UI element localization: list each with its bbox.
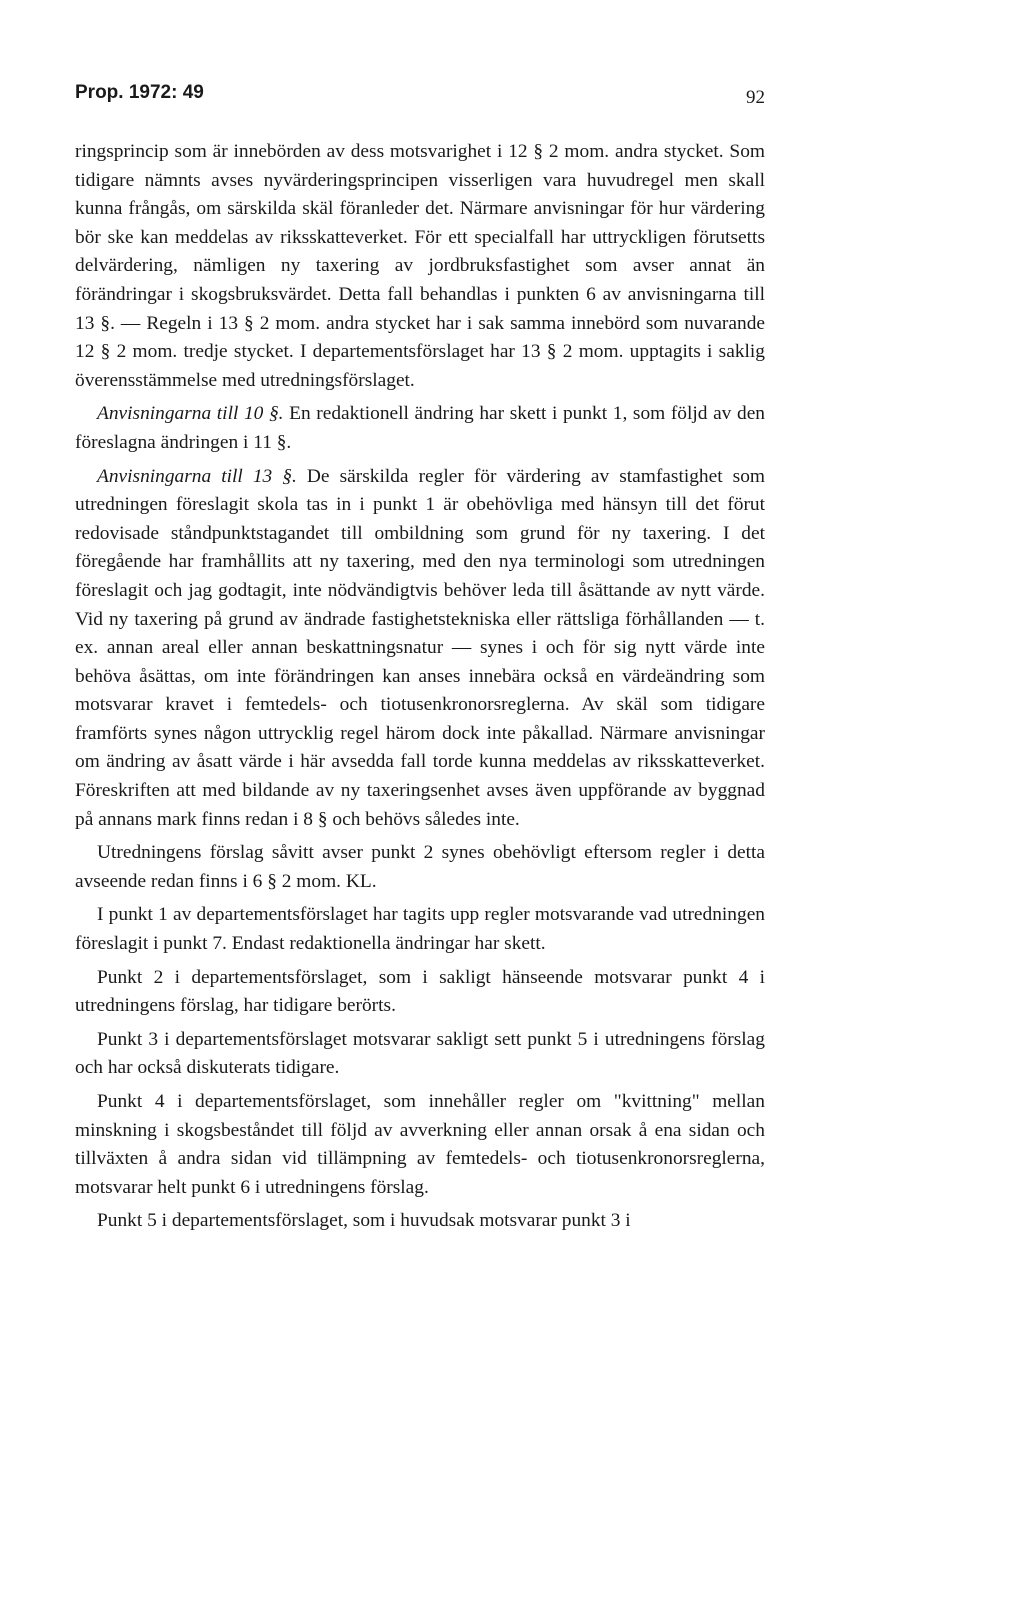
page-header	[75, 82, 765, 112]
section-lead: Anvisningarna till 10 §.	[97, 403, 284, 425]
section-lead: Anvisningarna till 13 §.	[97, 465, 297, 487]
paragraph: Punkt 4 i departementsförslaget, som innehåller regler om "kvittning" mellan minskning i skogsbeståndet till följd av avverkning eller annan orsak å ena sidan och tillväxten å andra sidan vid tillämpning av femtedels- och tiotusenkronorsreglerna, motsvarar helt punkt 6 i utredningens förslag.	[75, 1091, 765, 1198]
running-title: Prop. 1972: 49	[75, 82, 204, 103]
paragraph: I punkt 1 av departementsförslaget har tagits upp regler motsvarande vad utredningen föreslagit i punkt 7. Endast redaktionella ändringar har skett.	[75, 904, 765, 955]
paragraph: Utredningens förslag såvitt avser punkt 2 synes obehövligt eftersom regler i detta avseende redan finns i 6 § 2 mom. KL.	[75, 842, 765, 892]
paragraph: Punkt 5 i departementsförslaget, som i huvudsak motsvarar punkt 3 i	[97, 1210, 631, 1232]
body-text	[75, 138, 765, 1241]
paragraph: Anvisningarna till 10 §. En redaktionell ändring har skett i punkt 1, som följd av den föreslagna ändringen i 11 §.	[75, 403, 765, 453]
paragraph: Punkt 2 i departementsförslaget, som i sakligt hänseende motsvarar punkt 4 i utredningens förslag, har tidigare berörts.	[75, 966, 765, 1017]
paragraph: Punkt 3 i departementsförslaget motsvarar sakligt sett punkt 5 i utredningens förslag och har också diskuterats tidigare.	[75, 1028, 765, 1079]
paragraph: ringsprincip som är innebörden av dess motsvarighet i 12 § 2 mom. andra stycket. Som tidigare nämnts avses nyvärderingsprincipen visserligen vara huvudregel men skall kunna frångås, om särskilda skäl föranleder det. Närmare anvisningar för hur värdering bör ske kan meddelas av riksskatteverket. För ett specialfall har uttryckligen förutsetts delvärdering, nämligen ny taxering av jordbruksfastighet som avser annat än förändringar i skogsbruksvärdet. Detta fall behandlas i punkten 6 av anvisningarna till 13 §. — Regeln i 13 § 2 mom. andra stycket har i sak samma innebörd som nuvarande 12 § 2 mom. tredje stycket. I departementsförslaget har 13 § 2 mom. upptagits i saklig överensstämmelse med utredningsförslaget.	[75, 141, 765, 391]
paragraph: Anvisningarna till 13 §. De särskilda regler för värdering av stamfastighet som utredningen föreslagit skola tas in i punkt 1 är obehövliga med hänsyn till det förut redovisade ståndpunktstagandet till ombildning som grund för ny taxering. I det föregående har framhållits att ny taxering, med den nya terminologi som utredningen föreslagit och jag godtagit, inte nödvändigtvis behöver leda till åsättande av nytt värde. Vid ny taxering på grund av ändrade fastighetstekniska eller rättsliga förhållanden — t. ex. annan areal eller annan beskattningsnatur — synes i och för sig nytt värde inte behöva åsättas, om inte förändringen kan anses innebära också en värdeändring som motsvarar kravet i femtedels- och tiotusenkronorsreglerna. Av skäl som tidigare framförts synes någon uttrycklig regel härom dock inte påkallad. Närmare anvisningar om ändring av åsatt värde i här avsedda fall torde kunna meddelas av riksskatteverket. Föreskriften att med bildande av ny taxeringsenhet avses även uppförande av byggnad på annans mark finns redan i 8 § och behövs således inte.	[75, 465, 766, 830]
page-number: 92	[746, 87, 765, 108]
